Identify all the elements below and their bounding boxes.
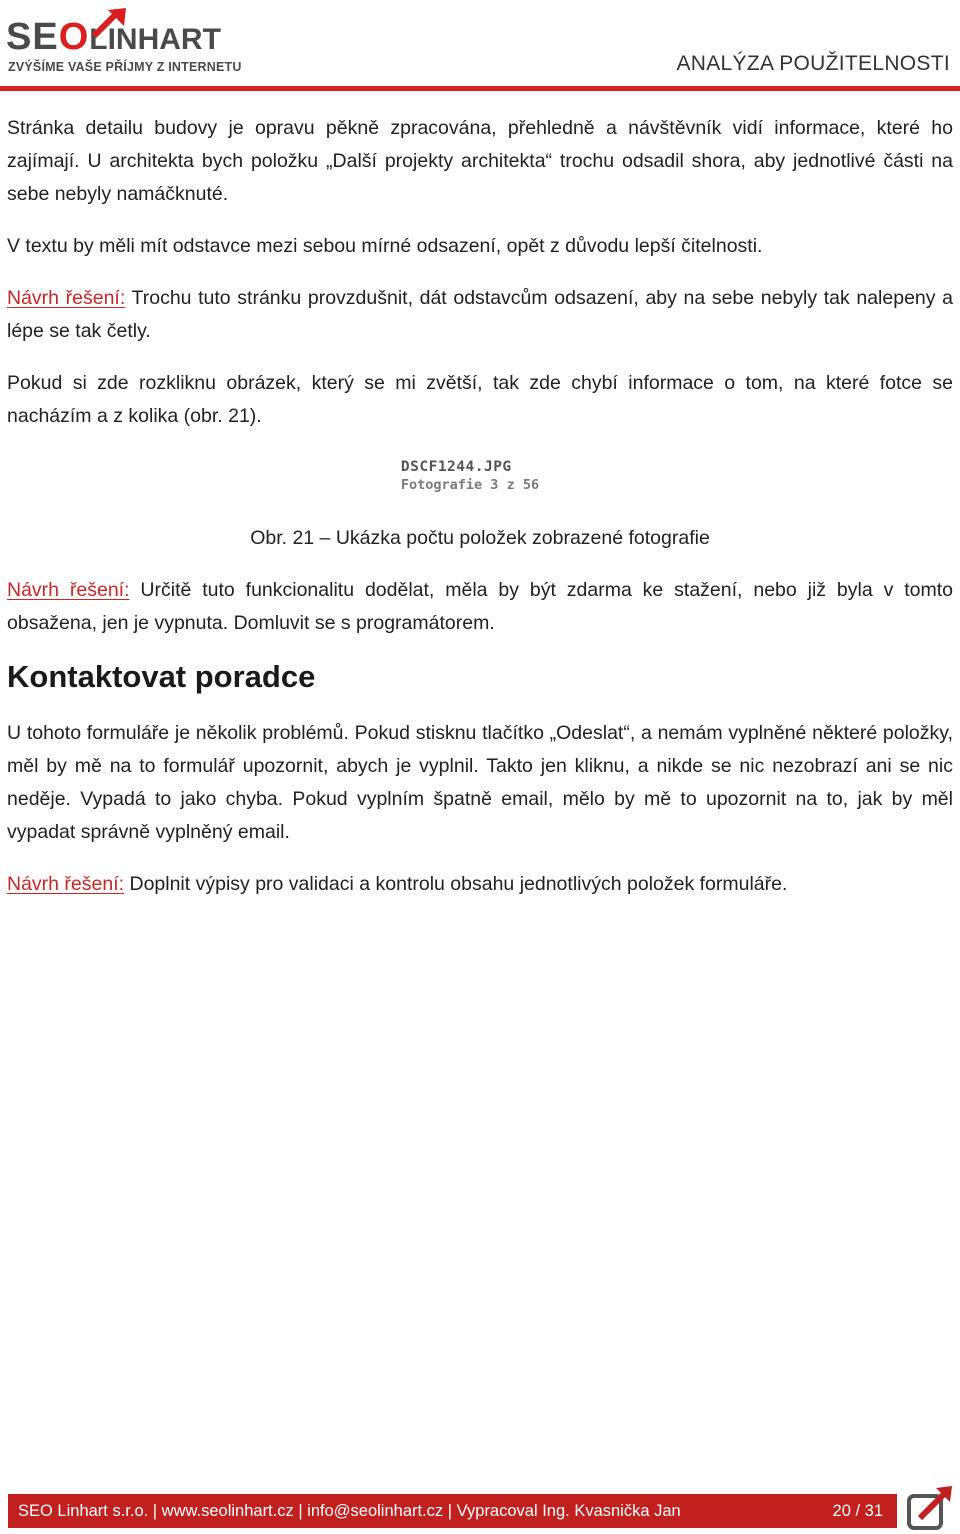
section-heading: Kontaktovat poradce (7, 659, 316, 694)
logo-name: LINHART (89, 23, 221, 56)
figure-21 (7, 459, 953, 494)
figure-filename: DSCF1244.JPG (400, 459, 512, 475)
paragraph-photo-info: Pokud si zde rozkliknu obrázek, který se mi zvětší, tak zde chybí informace o tom, na které fotce se nacházím a z kolika (obr. 21). (7, 372, 953, 427)
footer-bar (8, 1494, 897, 1528)
solution-text: Doplnit výpisy pro validaci a kontrolu obsahu jednotlivých položek formuláře. (124, 873, 788, 895)
footer-contact: SEO Linhart s.r.o. | www.seolinhart.cz | info@seolinhart.cz | Vypracoval Ing. Kvasnička Jan (18, 1502, 681, 1520)
page-footer (0, 1484, 960, 1534)
seo-linhart-logo (6, 6, 286, 76)
solution-label: Návrh řešení: (7, 579, 130, 601)
page-content (7, 112, 953, 920)
figure-photo-count: Fotografie 3 z 56 (400, 477, 540, 493)
figure-caption: Obr. 21 – Ukázka počtu položek zobrazené fotografie (250, 527, 710, 549)
paragraph-form-problems: U tohoto formuláře je několik problémů. Pokud stisknu tlačítko „Odeslat“, a nemám vyplněné některé položky, měl by mě na to formulář upozornit, abych je vyplnil. Takto jen kliknu, a nikde se nic nezobrazí ani se nic neděje. Vypadá to jako chyba. Pokud vyplním špatně email, mělo by mě to upozornit na to, jak by měl vypadat správně vyplněný email. (7, 722, 953, 843)
header-divider (0, 86, 960, 91)
paragraph-solution-1 (7, 282, 953, 348)
solution-text: Určitě tuto funkcionalitu dodělat, měla by být zdarma ke stažení, nebo již byla v tomto obsažena, jen je vypnuta. Domluvit se s programátorem. (7, 579, 953, 634)
page-header (0, 0, 960, 92)
paragraph-building-detail: Stránka detailu budovy je opravu pěkně zpracována, přehledně a návštěvník vidí informace, které ho zajímají. U architekta bych položku „Další projekty architekta“ trochu odsadil shora, aby jednotlivé části na sebe nebyly namáčknuté. (7, 117, 953, 205)
paragraph-solution-3 (7, 868, 953, 901)
logo-main: SE (6, 16, 59, 58)
solution-text: Trochu tuto stránku provzdušnit, dát odstavcům odsazení, aby na sebe nebyly tak nalepeny a lépe se tak četly. (7, 287, 953, 342)
edit-arrow-icon (906, 1484, 954, 1532)
solution-label: Návrh řešení: (7, 287, 126, 309)
page-number: 20 / 31 (832, 1502, 883, 1520)
paragraph-solution-2 (7, 574, 953, 640)
paragraph-text-spacing: V textu by měli mít odstavce mezi sebou mírné odsazení, opět z důvodu lepší čitelnosti. (7, 235, 763, 257)
figure-image (401, 459, 539, 493)
logo-tagline: ZVÝŠÍME VAŠE PŘÍJMY Z INTERNETU (8, 60, 242, 74)
solution-label: Návrh řešení: (7, 873, 125, 895)
document-title: ANALÝZA POUŽITELNOSTI (676, 52, 950, 75)
logo-accent: O (58, 16, 90, 58)
logo-arrow-icon (90, 6, 134, 40)
